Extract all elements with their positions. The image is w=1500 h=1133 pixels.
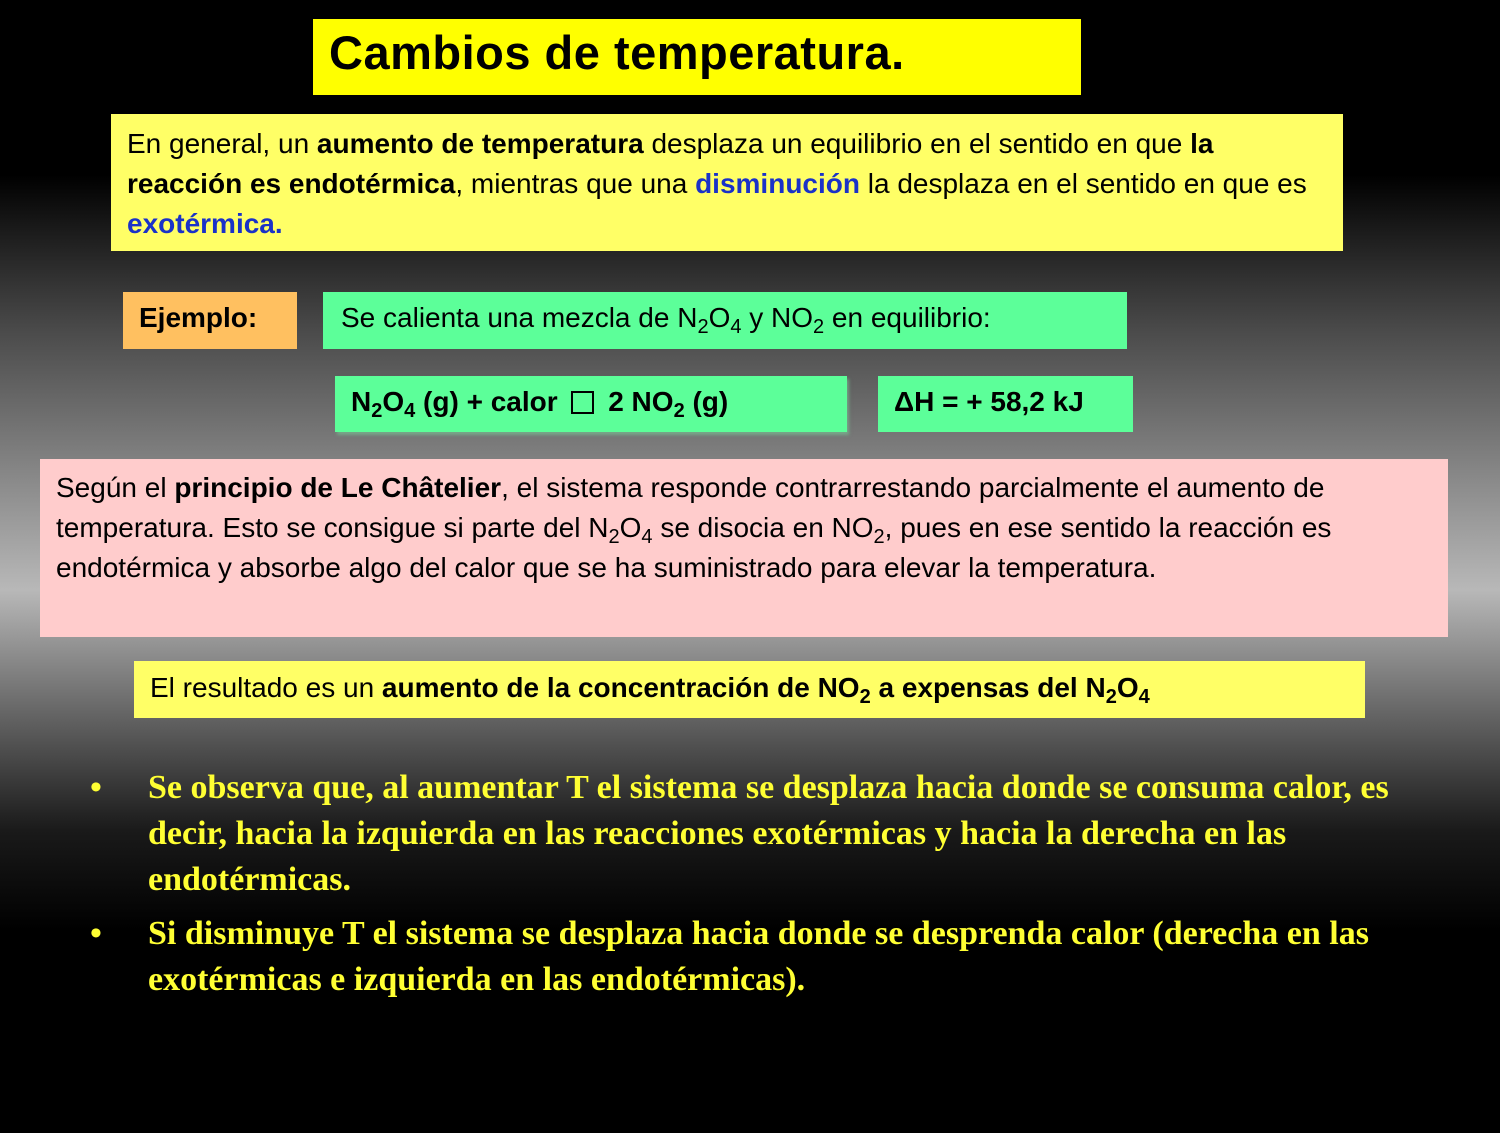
example-text: Se calienta una mezcla de N: [341, 302, 698, 333]
equation-text: (g): [684, 386, 729, 417]
example-label: [123, 292, 297, 349]
subscript: 4: [404, 400, 416, 422]
title-text: Cambios de temperatura.: [329, 26, 905, 79]
equation-text: O: [382, 386, 405, 417]
subscript: 4: [730, 316, 742, 338]
intro-box: [111, 114, 1343, 251]
lechatelier-bold: principio de Le Châtelier: [174, 472, 502, 503]
subscript: 2: [673, 400, 685, 422]
subscript: 2: [873, 526, 885, 548]
enthalpy-box: [878, 376, 1133, 432]
le-chatelier-box: [40, 459, 1448, 637]
result-text: El resultado es un: [150, 672, 382, 703]
equation-text: 2 NO: [600, 386, 674, 417]
subscript: 2: [1105, 686, 1117, 708]
intro-text: la desplaza en el sentido en que es: [859, 168, 1307, 199]
subscript: 2: [697, 316, 709, 338]
subscript: 2: [859, 686, 871, 708]
intro-text: En general, un: [127, 128, 317, 159]
intro-blue-disminucion: disminución: [695, 168, 860, 199]
bullet-text: Se observa que, al aumentar T el sistema se desplaza hacia donde se consuma calor, es decir, hacia la izquierda en las reacciones exotérmicas y hacia la derecha en las endotérmicas.: [148, 769, 1389, 898]
bullet-item: [80, 911, 1410, 1003]
example-text: O: [708, 302, 731, 333]
result-bold: a expensas del N: [870, 672, 1106, 703]
lechatelier-text: , el sistema responde contrarrestando parcialmente el aumento de temperatura. Esto se consigue si parte del N: [56, 472, 1325, 543]
result-bold: O: [1116, 672, 1139, 703]
bullet-dot-icon: •: [90, 769, 102, 806]
equation-box: [335, 376, 847, 432]
bullet-text: Si disminuye T el sistema se desplaza hacia donde se desprenda calor (derecha en las exotérmicas e izquierda en las endotérmicas).: [148, 915, 1369, 998]
lechatelier-text: se disocia en NO: [652, 512, 874, 543]
intro-text: , mientras que una: [455, 168, 696, 199]
example-text: y NO: [741, 302, 814, 333]
subscript: 2: [371, 400, 383, 422]
example-label-text: Ejemplo:: [139, 302, 258, 333]
example-text: en equilibrio:: [824, 302, 991, 333]
example-text-box: [323, 292, 1127, 349]
lechatelier-text: Según el: [56, 472, 175, 503]
slide-title: [313, 19, 1081, 95]
intro-text: desplaza un equilibrio en el sentido en que: [643, 128, 1191, 159]
subscript: 4: [641, 526, 653, 548]
equilibrium-arrow-icon: [571, 391, 594, 414]
enthalpy-text: ΔH = + 58,2 kJ: [894, 386, 1084, 417]
result-box: [134, 661, 1365, 718]
lechatelier-text: O: [619, 512, 642, 543]
bullet-item: [80, 765, 1410, 903]
equation-text: (g) + calor: [415, 386, 566, 417]
intro-bold-aumento: aumento de temperatura: [316, 128, 644, 159]
equation-text: N: [351, 386, 372, 417]
subscript: 4: [1138, 686, 1150, 708]
intro-blue-exotermica: exotérmica.: [127, 208, 283, 239]
bullet-dot-icon: •: [90, 915, 102, 952]
bullet-list: [80, 765, 1410, 1011]
result-bold: aumento de la concentración de NO: [381, 672, 860, 703]
intro-bold-endotermica: la reacción es endotérmica: [127, 128, 1214, 199]
lechatelier-text: , pues en ese sentido la reacción es endotérmica y absorbe algo del calor que se ha suministrado para elevar la temperatura.: [56, 512, 1332, 583]
subscript: 2: [813, 316, 825, 338]
subscript: 2: [608, 526, 620, 548]
